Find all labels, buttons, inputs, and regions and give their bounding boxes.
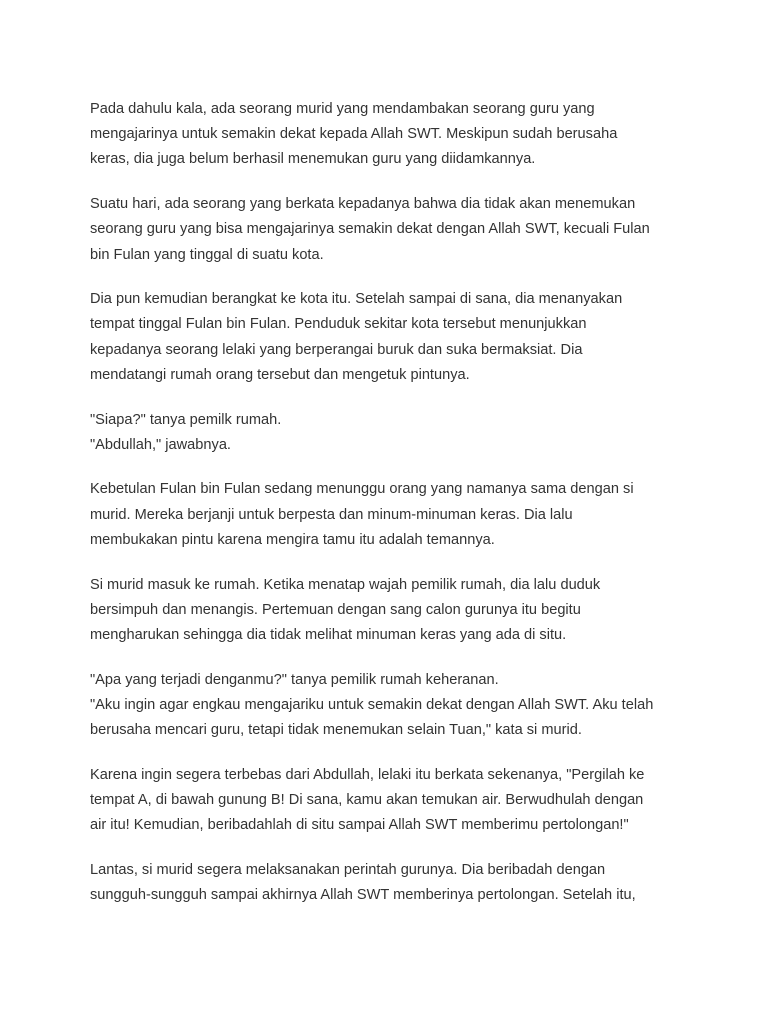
paragraph-7 [90, 668, 690, 744]
paragraph-1 [90, 97, 690, 173]
text-line: murid. Mereka berjanji untuk berpesta dan minum-minuman keras. Dia lalu [90, 506, 573, 523]
text-line: Dia pun kemudian berangkat ke kota itu. Setelah sampai di sana, dia menanyakan [90, 291, 623, 308]
paragraph-3 [90, 287, 690, 388]
text-line: bersimpuh dan menangis. Pertemuan dengan sang calon gurunya itu begitu [90, 601, 581, 618]
text-line: sungguh-sungguh sampai akhirnya Allah SWT memberinya pertolongan. Setelah itu, [90, 887, 636, 904]
text-line: Kebetulan Fulan bin Fulan sedang menunggu orang yang namanya sama dengan si [90, 481, 634, 498]
text-line: kepadanya seorang lelaki yang berperangai buruk dan suka bermaksiat. Dia [90, 341, 583, 358]
document-page [90, 97, 690, 928]
paragraph-9 [90, 858, 690, 908]
text-line: mengajarinya untuk semakin dekat kepada Allah SWT. Meskipun sudah berusaha [90, 126, 618, 143]
text-line: Lantas, si murid segera melaksanakan perintah gurunya. Dia beribadah dengan [90, 861, 606, 878]
text-line: air itu! Kemudian, beribadahlah di situ sampai Allah SWT memberimu pertolongan!" [90, 817, 629, 834]
paragraph-4 [90, 408, 690, 458]
text-line: Pada dahulu kala, ada seorang murid yang mendambakan seorang guru yang [90, 101, 595, 117]
text-line: "Siapa?" tanya pemilk rumah. [90, 411, 282, 428]
text-line: mengharukan sehingga dia tidak melihat minuman keras yang ada di situ. [90, 626, 567, 643]
text-line: Si murid masuk ke rumah. Ketika menatap wajah pemilik rumah, dia lalu duduk [90, 576, 601, 593]
text-line: Karena ingin segera terbebas dari Abdullah, lelaki itu berkata sekenanya, "Pergilah ke [90, 766, 645, 783]
text-line: bin Fulan yang tinggal di suatu kota. [90, 246, 324, 263]
paragraph-8 [90, 763, 690, 839]
paragraph-6 [90, 573, 690, 649]
text-line: berusaha mencari guru, tetapi tidak menemukan selain Tuan," kata si murid. [90, 722, 582, 739]
text-line: keras, dia juga belum berhasil menemukan guru yang diidamkannya. [90, 151, 536, 168]
text-line: membukakan pintu karena mengira tamu itu adalah temannya. [90, 531, 495, 548]
text-line: "Apa yang terjadi denganmu?" tanya pemilik rumah keheranan. [90, 671, 499, 688]
paragraph-2 [90, 192, 690, 268]
text-line: tempat A, di bawah gunung B! Di sana, kamu akan temukan air. Berwudhulah dengan [90, 791, 644, 808]
text-line: mendatangi rumah orang tersebut dan mengetuk pintunya. [90, 366, 470, 383]
text-line: "Abdullah," jawabnya. [90, 436, 231, 453]
text-line: tempat tinggal Fulan bin Fulan. Penduduk sekitar kota tersebut menunjukkan [90, 316, 587, 333]
paragraph-5 [90, 477, 690, 553]
text-line: "Aku ingin agar engkau mengajariku untuk semakin dekat dengan Allah SWT. Aku telah [90, 696, 654, 713]
text-line: Suatu hari, ada seorang yang berkata kepadanya bahwa dia tidak akan menemukan [90, 196, 636, 213]
text-line: seorang guru yang bisa mengajarinya semakin dekat dengan Allah SWT, kecuali Fulan [90, 221, 650, 238]
